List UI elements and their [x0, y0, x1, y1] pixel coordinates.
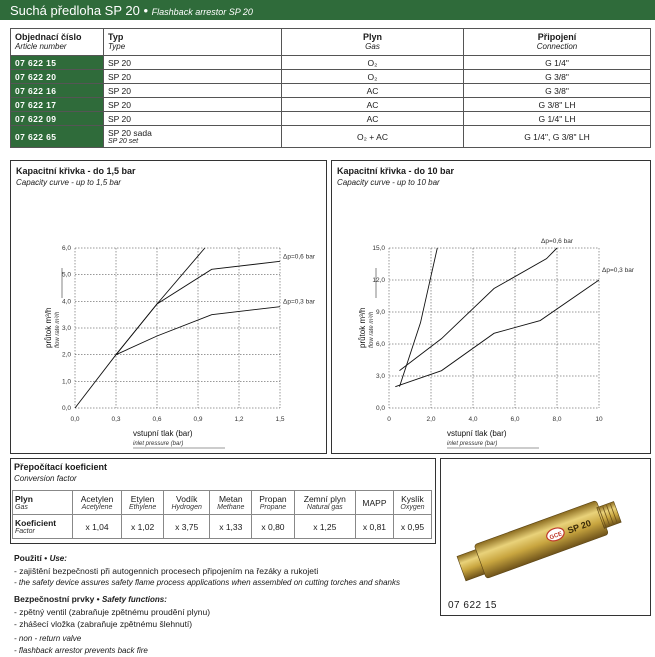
conversion-table — [12, 490, 432, 539]
gas-name-cell: Vodík Hydrogen — [164, 491, 210, 515]
article-number: 07 622 20 — [11, 70, 104, 84]
safety-line-1: - zpětný ventil (zabraňuje zpětnému proudění plynu) — [14, 607, 211, 617]
chart-2-svg — [331, 190, 651, 452]
table-row — [11, 56, 651, 70]
x-tick-label: 2,0 — [426, 416, 436, 423]
x-tick-label: 8,0 — [552, 416, 562, 423]
article-number: 07 622 17 — [11, 98, 104, 112]
connection-cell: G 3/8" LH — [464, 98, 651, 112]
article-number: 07 622 16 — [11, 84, 104, 98]
gas-name-cell: Etylen Ethylene — [122, 491, 164, 515]
x-tick-label: 4,0 — [468, 416, 478, 423]
photo-body-text: SP 20 — [566, 517, 593, 536]
chart2-title: Kapacitní křivka - do 10 bar — [337, 166, 455, 176]
conversion-gas-row — [13, 491, 432, 515]
type-cell: SP 20 — [104, 84, 282, 98]
article-number: 07 622 15 — [11, 56, 104, 70]
gas-label: Plyn Gas — [13, 491, 73, 515]
y-tick-label: 5,0 — [61, 271, 71, 279]
y-tick-label: 9,0 — [375, 309, 385, 316]
y-tick-label: 6,0 — [375, 341, 385, 348]
y-tick-label: 12,0 — [372, 277, 385, 284]
x-tick-label: 0 — [387, 416, 391, 423]
type-cell: SP 20 — [104, 56, 282, 70]
gas-name-cell: Metan Methane — [210, 491, 252, 515]
gas-factor-cell: x 1,02 — [122, 515, 164, 539]
gas-factor-cell: x 0,80 — [252, 515, 294, 539]
x-axis-label-en: inlet pressure (bar) — [133, 441, 184, 447]
y-axis-label-en: flow rate m³/h — [55, 311, 61, 348]
gas-name-cell: Acetylen Acetylene — [73, 491, 122, 515]
safety-line-2-en: - flashback arrestor prevents back fire — [14, 646, 148, 655]
gas-name-cell: Zemní plyn Natural gas — [294, 491, 355, 515]
page-subtitle: Flashback arrestor SP 20 — [151, 7, 253, 17]
gas-factor-cell: x 0,95 — [393, 515, 431, 539]
y-tick-label: 3,0 — [375, 373, 385, 380]
y-axis-label: průtok m³/h — [44, 307, 53, 348]
gas-factor-cell: x 3,75 — [164, 515, 210, 539]
header-article: Objednací číslo Article number — [11, 29, 104, 56]
x-tick-label: 1,5 — [275, 416, 285, 423]
y-tick-label: 0,0 — [61, 405, 71, 412]
connection-cell: G 1/4", G 3/8" LH — [464, 126, 651, 148]
gas-name-cell: MAPP — [355, 491, 393, 515]
x-tick-label: 0,3 — [111, 416, 121, 423]
safety-heading: Bezpečnostní prvky • Safety functions: — [14, 594, 167, 604]
table-row — [11, 112, 651, 126]
header-gas: Plyn Gas — [282, 29, 464, 56]
product-table — [10, 28, 651, 148]
x-axis-label: vstupní tlak (bar) — [133, 429, 193, 438]
gas-cell: AC — [282, 98, 464, 112]
gas-cell: O₂ — [282, 70, 464, 84]
gas-cell: AC — [282, 84, 464, 98]
article-number: 07 622 09 — [11, 112, 104, 126]
table-row — [11, 84, 651, 98]
series-label: Δp=0,3 bar — [602, 267, 634, 274]
article-number: 07 622 65 — [11, 126, 104, 148]
series-line — [395, 280, 599, 387]
x-axis-label-en: inlet pressure (bar) — [447, 441, 498, 447]
photo-article-label: 07 622 15 — [448, 600, 497, 611]
gas-cell: O₂ — [282, 56, 464, 70]
factor-label: Koeficient Factor — [13, 515, 73, 539]
usage-heading: Použití • Use: — [14, 553, 67, 563]
series-label: Δp=0,3 bar — [283, 298, 315, 306]
connection-cell: G 3/8" — [464, 70, 651, 84]
conversion-factor-row — [13, 515, 432, 539]
usage-line-1-en: - the safety device assures safety flame process applications when assembled on cutting torches and shanks — [14, 578, 400, 587]
y-tick-label: 2,0 — [61, 351, 71, 359]
x-tick-label: 0,0 — [70, 416, 80, 423]
x-axis-label: vstupní tlak (bar) — [447, 429, 507, 438]
connection-cell: G 3/8" — [464, 84, 651, 98]
type-cell: SP 20 sada SP 20 set — [104, 126, 282, 148]
usage-section — [14, 550, 434, 657]
x-tick-label: 6,0 — [510, 416, 520, 423]
type-cell: SP 20 — [104, 70, 282, 84]
x-tick-label: 1,2 — [234, 416, 244, 423]
x-tick-label: 0,6 — [152, 416, 162, 423]
gas-factor-cell: x 1,25 — [294, 515, 355, 539]
series-label: Δp=0,6 bar — [541, 238, 573, 245]
photo-logo-text: GCE — [548, 531, 564, 542]
type-cell: SP 20 — [104, 112, 282, 126]
header-type: Typ Type — [104, 29, 282, 56]
y-axis-label-en: flow rate m³/h — [369, 311, 375, 348]
table-row — [11, 98, 651, 112]
table-row — [11, 70, 651, 84]
y-tick-label: 4,0 — [61, 298, 71, 306]
conversion-title: Přepočítací koeficient — [14, 462, 108, 472]
chart1-title: Kapacitní křivka - do 1,5 bar — [16, 166, 136, 176]
gas-factor-cell: x 0,81 — [355, 515, 393, 539]
y-tick-label: 6,0 — [61, 245, 71, 252]
chart1-subtitle: Capacity curve - up to 1,5 bar — [16, 178, 121, 187]
chart2-subtitle: Capacity curve - up to 10 bar — [337, 178, 440, 187]
gas-factor-cell: x 1,33 — [210, 515, 252, 539]
gas-cell: AC — [282, 112, 464, 126]
chart-1-svg — [10, 190, 327, 452]
y-tick-label: 0,0 — [375, 405, 385, 412]
page-title: Suchá předloha SP 20 — [10, 3, 140, 18]
y-tick-label: 1,0 — [61, 378, 71, 386]
gas-name-cell: Kyslík Oxygen — [393, 491, 431, 515]
conversion-subtitle: Conversion factor — [14, 474, 77, 483]
gas-factor-cell: x 1,04 — [73, 515, 122, 539]
header-connection: Připojení Connection — [464, 29, 651, 56]
y-tick-label: 3,0 — [61, 325, 71, 332]
x-tick-label: 0,9 — [193, 416, 203, 423]
product-table-header — [11, 29, 651, 56]
x-tick-label: 10 — [595, 416, 603, 423]
product-photo — [445, 480, 645, 590]
safety-line-1-en: - non - return valve — [14, 634, 82, 643]
gas-cell: O₂ + AC — [282, 126, 464, 148]
gas-name-cell: Propan Propane — [252, 491, 294, 515]
connection-cell: G 1/4" LH — [464, 112, 651, 126]
y-tick-label: 15,0 — [372, 245, 385, 252]
y-axis-label: průtok m³/h — [358, 307, 367, 348]
type-cell: SP 20 — [104, 98, 282, 112]
table-row — [11, 126, 651, 148]
usage-line-1: - zajištění bezpečnosti při autogennich procesech připojením na řezáky a rukojeti — [14, 566, 319, 576]
page-title-bar: Suchá předloha SP 20 • Flashback arrestor SP 20 — [0, 0, 655, 20]
connection-cell: G 1/4" — [464, 56, 651, 70]
series-label: Δp=0,6 bar — [283, 253, 315, 261]
safety-line-2: - zhášecí vložka (zabraňuje zpětnému šlehnutí) — [14, 619, 193, 629]
